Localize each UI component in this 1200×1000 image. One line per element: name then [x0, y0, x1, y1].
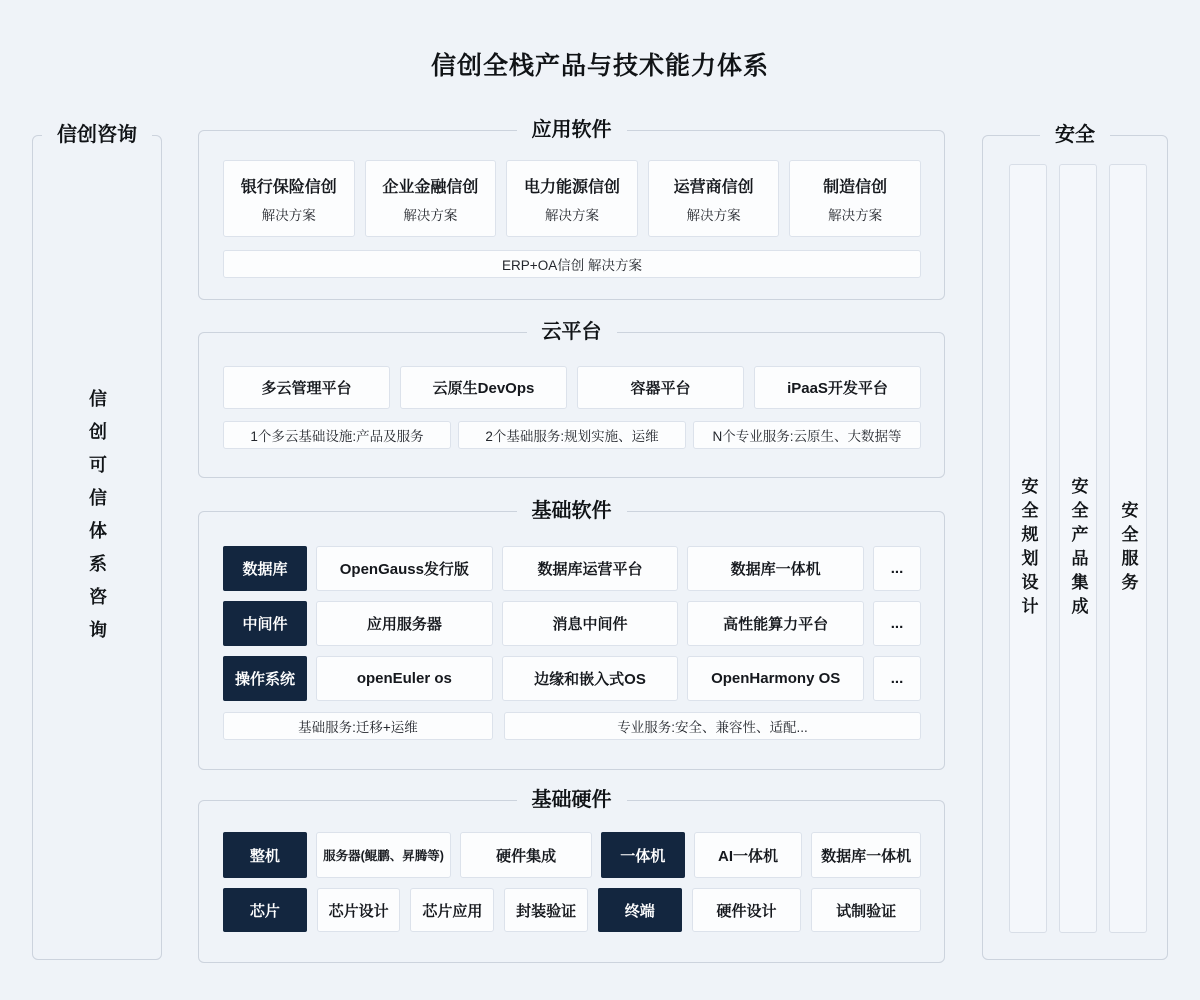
consulting-panel-title: 信创咨询	[42, 121, 152, 149]
security-column-integration	[1059, 164, 1097, 933]
cloud-platform-card: iPaaS开发平台	[754, 366, 921, 409]
app-solution-cards-row	[223, 160, 921, 237]
app-solution-name: 电力能源信创	[523, 178, 620, 196]
software-service-bar: 基础服务:迁移+运维	[223, 712, 493, 740]
hardware-category-label: 芯片	[223, 888, 307, 932]
app-solution-name: 企业金融信创	[382, 178, 479, 196]
app-solution-sub: 解决方案	[686, 207, 741, 223]
software-item: 数据库一体机	[687, 546, 864, 591]
cloud-service-bar: N个专业服务:云原生、大数据等	[693, 421, 921, 449]
app-solution-card	[789, 160, 921, 237]
app-solution-name: 运营商信创	[673, 178, 754, 196]
security-column-label: 安全规划设计	[1018, 476, 1038, 621]
app-solution-sub: 解决方案	[261, 207, 316, 223]
software-item: 高性能算力平台	[687, 601, 864, 646]
hardware-item: 硬件集成	[460, 832, 592, 878]
security-column-label: 安全产品集成	[1068, 476, 1088, 621]
erp-oa-solution-bar: ERP+OA信创 解决方案	[223, 250, 921, 278]
hardware-category-label: 终端	[598, 888, 682, 932]
app-solution-name: 制造信创	[823, 178, 888, 196]
section-title-basic-hardware: 基础硬件	[517, 786, 627, 814]
hardware-category-label: 整机	[223, 832, 307, 878]
security-panel-title: 安全	[1040, 121, 1110, 149]
cloud-platform-card: 多云管理平台	[223, 366, 390, 409]
section-cloud-platform	[198, 321, 945, 478]
software-category-label: 中间件	[223, 601, 307, 646]
software-item: OpenHarmony OS	[687, 656, 864, 701]
software-item: 数据库运营平台	[502, 546, 679, 591]
section-title-basic-software: 基础软件	[517, 497, 627, 525]
cloud-service-bar: 1个多云基础设施:产品及服务	[223, 421, 451, 449]
software-row-os	[223, 656, 921, 701]
hardware-item: AI一体机	[694, 832, 803, 878]
hardware-item: 封装验证	[504, 888, 588, 932]
cloud-service-bars-row	[223, 421, 921, 449]
section-basic-hardware	[198, 789, 945, 963]
app-solution-sub: 解决方案	[828, 207, 883, 223]
hardware-item: 数据库一体机	[811, 832, 921, 878]
app-solution-card	[648, 160, 780, 237]
section-basic-software	[198, 500, 945, 770]
section-application-software	[198, 119, 945, 300]
consulting-panel	[32, 124, 162, 960]
app-solution-sub: 解决方案	[403, 207, 458, 223]
cloud-platform-card: 云原生DevOps	[400, 366, 567, 409]
app-solution-card	[365, 160, 497, 237]
cloud-platform-card: 容器平台	[577, 366, 744, 409]
software-item: 边缘和嵌入式OS	[502, 656, 679, 701]
consulting-vertical-text: 信创可信体系咨询	[87, 389, 107, 653]
security-column-label: 安全服务	[1118, 500, 1138, 597]
app-solution-card	[223, 160, 355, 237]
hardware-item: 硬件设计	[692, 888, 802, 932]
software-more-ellipsis: ...	[873, 601, 921, 646]
hardware-item: 芯片设计	[317, 888, 401, 932]
security-column-planning	[1009, 164, 1047, 933]
section-title-application-software: 应用软件	[517, 116, 627, 144]
cloud-service-bar: 2个基础服务:规划实施、运维	[458, 421, 686, 449]
section-title-cloud-platform: 云平台	[527, 318, 617, 346]
hardware-row-machines	[223, 832, 921, 878]
software-category-label: 数据库	[223, 546, 307, 591]
cloud-platform-cards-row	[223, 366, 921, 409]
software-more-ellipsis: ...	[873, 656, 921, 701]
software-item: 消息中间件	[502, 601, 679, 646]
software-item: OpenGauss发行版	[316, 546, 493, 591]
software-row-database	[223, 546, 921, 591]
app-solution-sub: 解决方案	[544, 207, 599, 223]
software-item: 应用服务器	[316, 601, 493, 646]
software-row-middleware	[223, 601, 921, 646]
hardware-item: 服务器(鲲鹏、昇腾等)	[316, 832, 452, 878]
software-service-bar: 专业服务:安全、兼容性、适配...	[504, 712, 921, 740]
software-more-ellipsis: ...	[873, 546, 921, 591]
security-panel	[982, 124, 1168, 960]
software-service-bars-row	[223, 712, 921, 740]
software-category-label: 操作系统	[223, 656, 307, 701]
security-column-services	[1109, 164, 1147, 933]
hardware-item: 芯片应用	[410, 888, 494, 932]
hardware-category-label: 一体机	[601, 832, 685, 878]
app-solution-name: 银行保险信创	[240, 178, 337, 196]
page-title: 信创全栈产品与技术能力体系	[430, 52, 769, 80]
hardware-row-chips	[223, 888, 921, 932]
software-item: openEuler os	[316, 656, 493, 701]
app-solution-card	[506, 160, 638, 237]
hardware-item: 试制验证	[811, 888, 921, 932]
